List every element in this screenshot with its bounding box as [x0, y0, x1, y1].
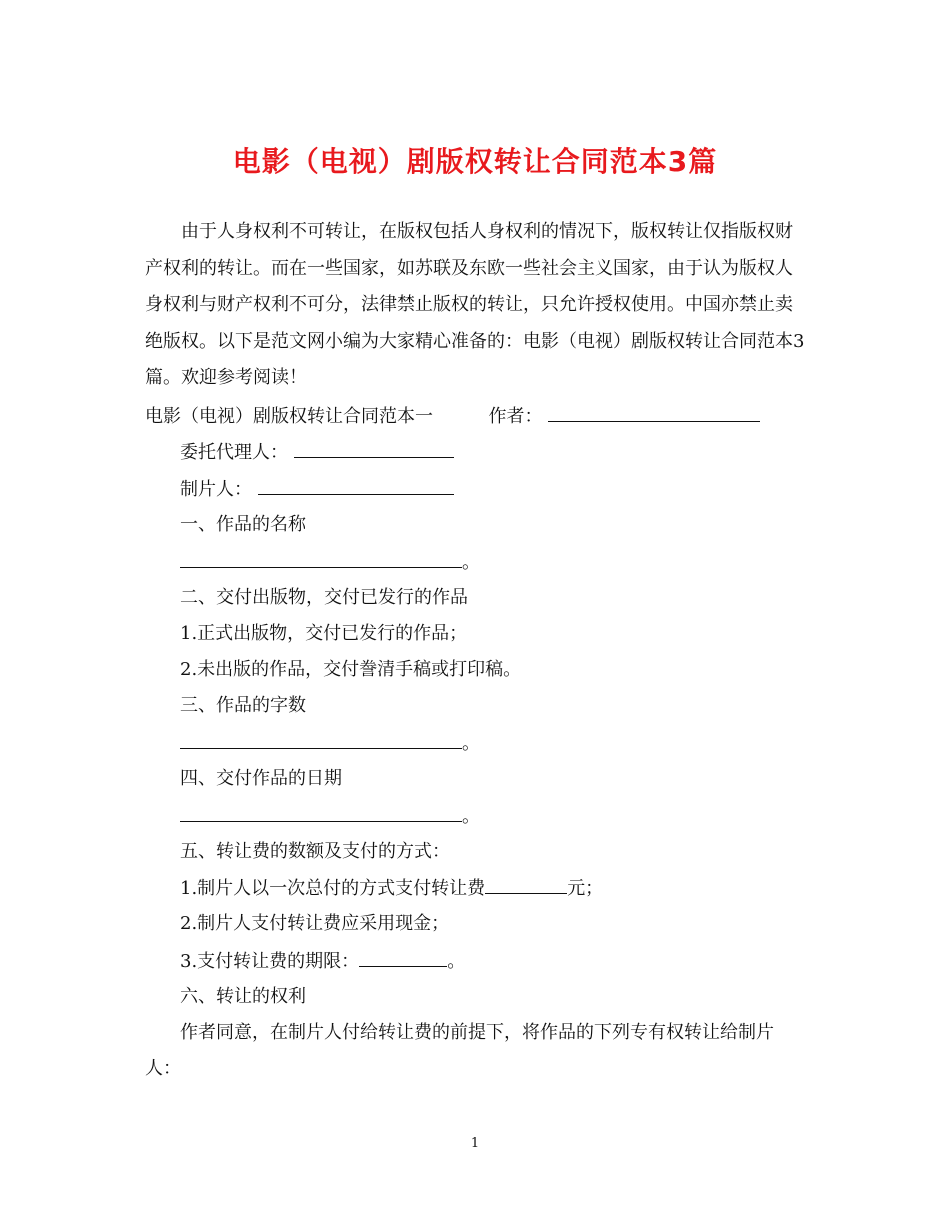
section-5-item-2: 2.制片人支付转让费应采用现金； [180, 913, 450, 934]
section-5-item-1 [180, 876, 603, 901]
payment-term-blank[interactable] [359, 949, 447, 967]
section-2-heading: 二、交付出版物，交付已发行的作品 [180, 587, 468, 608]
section-2-item-1: 1.正式出版物，交付已发行的作品； [180, 623, 468, 644]
delivery-date-blank[interactable] [180, 804, 462, 822]
section-6-text-line-1: 作者同意，在制片人付给转让费的前提下，将作品的下列专有权转让给制片 [180, 1022, 774, 1043]
yuan-suffix: 元； [567, 878, 604, 899]
period: 。 [462, 806, 480, 827]
word-count-blank[interactable] [180, 731, 462, 749]
period: 。 [462, 733, 480, 754]
work-name-blank[interactable] [180, 550, 462, 568]
period: 。 [462, 552, 480, 573]
section-6-heading: 六、转让的权利 [180, 986, 306, 1007]
section-3-heading: 三、作品的字数 [180, 695, 306, 716]
author-blank[interactable] [548, 404, 760, 422]
delivery-date-line [180, 804, 480, 829]
author-label: 作者： [488, 406, 543, 427]
lump-sum-text: 1.制片人以一次总付的方式支付转让费 [180, 878, 486, 899]
section-1-heading: 一、作品的名称 [180, 514, 306, 535]
agent-blank[interactable] [294, 440, 454, 458]
section-2-item-2: 2.未出版的作品，交付誊清手稿或打印稿。 [180, 659, 522, 680]
contract-heading: 电影（电视）剧版权转让合同范本一 [145, 406, 433, 427]
producer-line [180, 477, 454, 502]
contract-heading-line [145, 404, 760, 429]
document-title: 电影（电视）剧版权转让合同范本3篇 [232, 145, 718, 178]
producer-blank[interactable] [258, 477, 454, 495]
agent-label: 委托代理人： [180, 442, 288, 463]
work-name-line [180, 550, 480, 575]
word-count-line [180, 731, 480, 756]
producer-label: 制片人： [180, 479, 252, 500]
agent-line [180, 440, 454, 465]
payment-term-text: 3.支付转让费的期限： [180, 951, 360, 972]
page-number: 1 [470, 1136, 480, 1151]
section-5-item-3 [180, 949, 465, 974]
section-4-heading: 四、交付作品的日期 [180, 768, 342, 789]
fee-amount-blank[interactable] [485, 876, 567, 894]
section-5-heading: 五、转让费的数额及支付的方式： [180, 841, 450, 862]
period: 。 [447, 951, 466, 972]
section-6-text-line-2: 人： [145, 1058, 181, 1079]
intro-paragraph: 由于人身权利不可转让，在版权包括人身权利的情况下，版权转让仅指版权财产权利的转让。而在一些国家，如苏联及东欧一些社会主义国家，由于认为版权人身权利与财产权利不可分，法律禁止版权的转让，只允许授权使用。中国亦禁止卖绝版权。以下是范文网小编为大家精心准备的：电影（电视）剧版权转让合同范本3篇。欢迎参考阅读！ [145, 221, 805, 388]
